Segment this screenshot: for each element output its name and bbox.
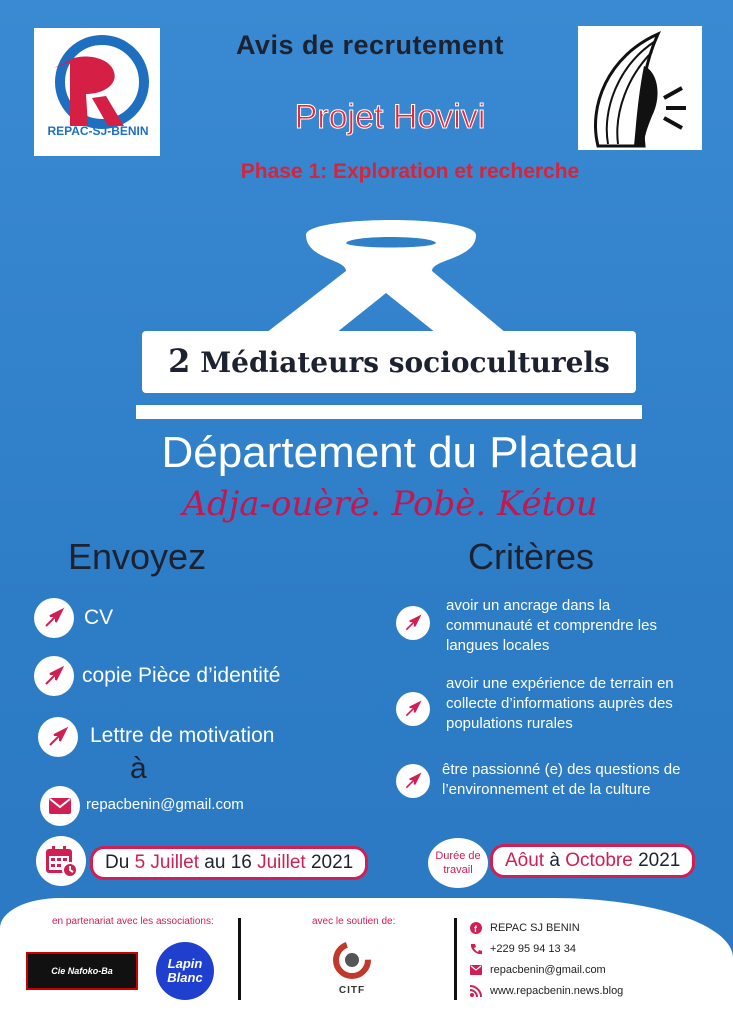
send-item-id: copie Pièce d’identité: [82, 664, 281, 687]
project-title: Projet Hovivi: [294, 98, 486, 136]
work-duration: Aôut à Octobre 2021: [490, 844, 695, 878]
banner-graphic: [136, 215, 642, 425]
repac-logo: [34, 28, 160, 156]
arrow-icon: [396, 692, 430, 726]
arrow-icon: [34, 598, 74, 638]
position-count: 2: [168, 342, 191, 380]
contact-blog[interactable]: www.repacbenin.news.blog: [470, 985, 623, 997]
department-name: Département du Plateau: [161, 428, 639, 477]
facebook-icon: [470, 922, 482, 934]
citf-logo: CITF: [330, 940, 374, 998]
divider: [238, 918, 241, 1000]
send-to: à: [130, 752, 147, 785]
arrow-icon: [396, 606, 430, 640]
arrow-icon: [396, 764, 430, 798]
contact-phone[interactable]: +229 95 94 13 34: [470, 943, 576, 955]
criteria-item: avoir une expérience de terrain en collecte d’informations auprès des populations rurales: [446, 675, 674, 732]
arrow-icon: [38, 717, 78, 757]
send-item-cv: CV: [84, 606, 114, 629]
send-heading: Envoyez: [68, 536, 207, 577]
send-email[interactable]: repacbenin@gmail.com: [86, 796, 244, 813]
duration-label: Durée de travail: [435, 850, 481, 876]
logo-text: REPAC-SJ-BENIN: [47, 124, 149, 138]
position-role: Médiateurs socioculturels: [200, 346, 610, 379]
send-item-letter: Lettre de motivation: [90, 724, 275, 747]
calendar-icon: [36, 836, 86, 886]
duration-badge: [428, 838, 488, 888]
criteria-heading: Critères: [468, 536, 595, 577]
application-period: Du 5 Juillet au 16 Juillet 2021: [90, 846, 368, 880]
speaker-illustration: [578, 26, 702, 150]
divider: [454, 918, 457, 1000]
criteria-item: avoir un ancrage dans la communauté et comprendre les langues locales: [446, 597, 657, 654]
partner-logo-nafoko: Cie Nafoko-Ba: [26, 952, 138, 990]
mail-icon: [40, 786, 80, 826]
partners-label: en partenariat avec les associations:: [52, 916, 214, 927]
rss-icon: [470, 985, 482, 997]
phone-icon: [470, 943, 482, 955]
page-title: Avis de recrutement: [235, 30, 505, 60]
contact-email[interactable]: repacbenin@gmail.com: [470, 964, 606, 976]
position-title: [142, 342, 636, 380]
partner-logo-lapin-blanc: Lapin Blanc: [156, 942, 214, 1000]
support-label: avec le soutien de:: [312, 916, 396, 927]
towns: Adja-ouèrè. Pobè. Kétou: [182, 484, 598, 524]
phase-subtitle: Phase 1: Exploration et recherche: [240, 160, 580, 183]
mail-icon: [470, 965, 482, 975]
svg-text:f: f: [474, 924, 477, 934]
arrow-icon: [34, 656, 74, 696]
criteria-item: être passionné (e) des questions de l’environnement et de la culture: [442, 761, 681, 798]
contact-facebook[interactable]: f REPAC SJ BENIN: [470, 922, 580, 934]
